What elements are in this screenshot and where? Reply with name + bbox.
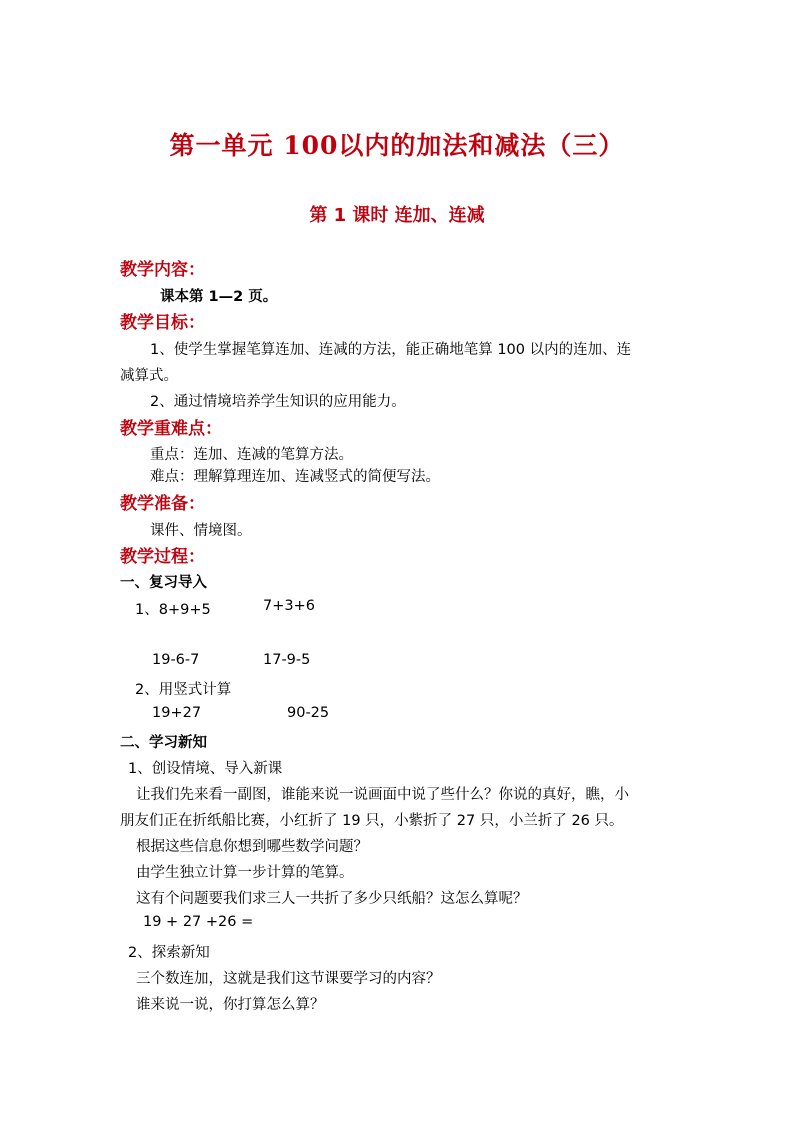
goal-item-2: 2、通过情境培养学生知识的应用能力。 — [150, 394, 406, 410]
content-heading: 教学内容： — [120, 260, 205, 280]
page-title: 第一单元 100以内的加法和减法（三） — [169, 131, 625, 160]
lesson-subtitle: 第 1 课时 连加、连减 — [309, 205, 485, 226]
key-point: 重点：连加、连减的笔算方法。 — [150, 447, 353, 463]
review-q2-b: 90-25 — [287, 705, 330, 721]
step-2-title: 2、探索新知 — [128, 945, 210, 961]
prep-text: 课件、情境图。 — [150, 523, 252, 539]
para-2: 根据这些信息你想到哪些数学问题？ — [136, 839, 368, 855]
part-2-title: 二、学习新知 — [120, 735, 207, 751]
review-q1-a: 1、8+9+5 — [135, 602, 211, 618]
para-1-line-1: 让我们先来看一副图，谁能来说一说画面中说了些什么？你说的真好，瞧，小 — [136, 787, 629, 803]
goal-item-1-line-1: 1、使学生掌握笔算连加、连减的方法，能正确地笔算 100 以内的连加、连 — [150, 342, 632, 358]
para-4: 这有个问题要我们求三人一共折了多少只纸船？这怎么算呢？ — [136, 891, 528, 907]
goals-heading: 教学目标： — [120, 313, 205, 333]
part-1-title: 一、复习导入 — [120, 575, 207, 591]
prep-heading: 教学准备： — [120, 494, 205, 514]
keypoints-heading: 教学重难点： — [120, 419, 222, 439]
para-6: 谁来说一说，你打算怎么算？ — [136, 997, 325, 1013]
para-3: 由学生独立计算一步计算的笔算。 — [136, 865, 354, 881]
review-q1-d: 17-9-5 — [263, 652, 311, 668]
review-q2-label: 2、用竖式计算 — [135, 682, 232, 698]
para-1-line-2: 朋友们正在折纸船比赛，小红折了 19 只，小紫折了 27 只，小兰折了 26 只。 — [120, 813, 624, 829]
formula: 19 + 27 +26 = — [143, 914, 254, 930]
review-q1-c: 19-6-7 — [152, 652, 200, 668]
step-1-title: 1、创设情境、导入新课 — [128, 761, 283, 777]
process-heading: 教学过程： — [120, 547, 205, 567]
content-text: 课本第 1—2 页。 — [160, 289, 278, 305]
para-5: 三个数连加，这就是我们这节课要学习的内容？ — [136, 971, 441, 987]
goal-item-1-line-2: 减算式。 — [120, 368, 178, 384]
review-q1-b: 7+3+6 — [263, 598, 315, 614]
review-q2-a: 19+27 — [152, 705, 202, 721]
difficulty-point: 难点：理解算理连加、连减竖式的简便写法。 — [150, 469, 440, 485]
